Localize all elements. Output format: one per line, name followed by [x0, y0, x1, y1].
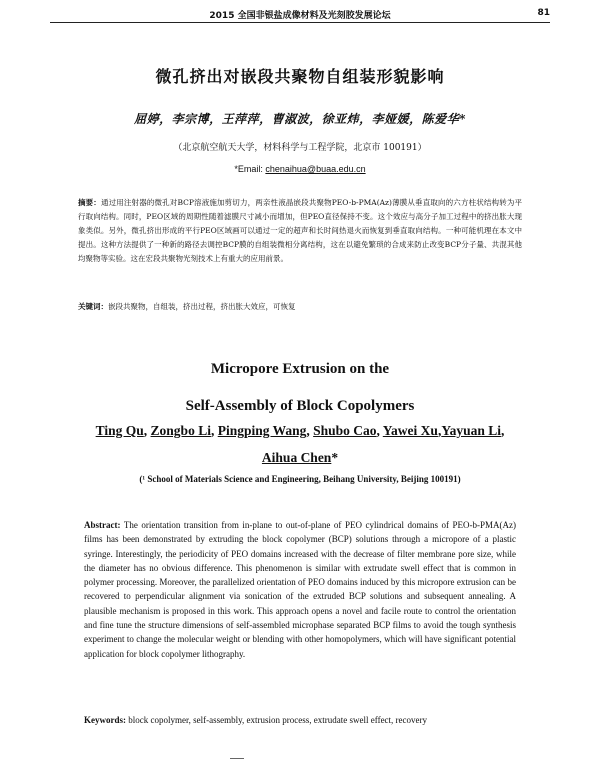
author-name: Pingping Wang [217, 423, 307, 438]
chinese-title: 微孔挤出对嵌段共聚物自组装形貌影响 [155, 67, 445, 86]
corresponding-author-name: Aihua Chen [261, 450, 332, 465]
author-name: Shubo Cao [313, 423, 377, 438]
page-number: 81 [537, 8, 550, 18]
chinese-abstract [78, 196, 522, 266]
author-name: Ting Qu [95, 423, 144, 438]
english-abstract [84, 518, 516, 661]
author-name: Zongbo Li [150, 423, 211, 438]
chinese-authors: 屈婷，李宗博，王萍萍，曹淑波，徐亚炜，李娅媛，陈爱华* [134, 112, 466, 126]
email-label: *Email: [234, 164, 266, 174]
english-authors: Ting Qu, Zongbo Li, Pingping Wang, Shubo Cao, Yawei Xu,Yayuan Li, [95, 423, 505, 438]
contact-email [0, 164, 600, 174]
chinese-abstract-label: 摘要： [78, 198, 101, 207]
english-title-line-2: Self-Assembly of Block Copolymers [185, 398, 415, 414]
chinese-keywords-label: 关键词： [78, 302, 108, 311]
author-name: Yayuan Li [441, 423, 501, 438]
chinese-affiliation: （北京航空航天大学，材料科学与工程学院，北京市 100191） [173, 143, 427, 153]
email-address[interactable]: chenaihua@buaa.edu.cn [265, 164, 366, 174]
header-title: 2015 全国非银盐成像材料及光刻胶发展论坛 [209, 11, 391, 21]
english-keywords [84, 713, 516, 727]
running-header [50, 8, 550, 23]
chinese-keywords [78, 300, 522, 314]
english-title-line-1: Micropore Extrusion on the [210, 361, 390, 377]
english-abstract-label: Abstract: [84, 520, 121, 530]
english-affiliation: (¹ School of Materials Science and Engineering, Beihang University, Beijing 100191) [139, 474, 461, 484]
author-name: Yawei Xu [382, 423, 438, 438]
chinese-abstract-text: 通过用注射器的微孔对BCP溶液施加剪切力，两亲性液晶嵌段共聚物PEO-b-PMA(Az)薄膜从垂直取向的六方柱状结构转为平行取向结构。同时，PEO区域的周期性随着滤膜尺寸减小而增加，但PEO直径保持不变。这个效应与高分子加工过程中的挤出胀大现象类似。另外，微孔挤出形成的平行PEO区域画可以通过一定的超声和长时间热退火而恢复到垂直取向结构。一种可能机理在本文中提出。这种方法提供了一种新的路径去调控BCP膜的自组装微相分离结构，这在以避免繁琐的合成来防止改变BCP分子量、共混其他均聚物等实验。这在宏段共聚物光刻技术上有重大的应用前景。 [78, 198, 522, 263]
english-keywords-text: block copolymer, self-assembly, extrusion process, extrudate swell effect, recovery [128, 715, 428, 725]
english-abstract-text: The orientation transition from in-plane to out-of-plane of PEO cylindrical domains of PEO-b-PMA(Az) films has been demonstrated by extruding the block copolymer (BCP) solutions through a micropore of a plastic syringe. Interestingly, the periodicity of PEO domains increased with the decrease of filter membrane pore size, while the diameter has no obvious difference. This phenomenon is similar with extrudate swell effect that is common in polymer processing. Moreover, the parallelized orientation of PEO domains induced by this micropore extrusion can be recovered to perpendicular alignment via sonication of the extruded BCP solutions and subsequent annealing. A plausible mechanism is proposed in this work. This approach opens a novel and facile route to control the orientation and fine tune the structure dimensions of self-assembled microphase separated BCP films to avoid the tough synthesis experiment to change the molecular weight or blending with other homopolymers, which will have significant potential application for block copolymer lithography. [84, 520, 516, 659]
footer-mark [230, 754, 244, 759]
english-authors-line-2: Aihua Chen* [261, 450, 339, 465]
chinese-keywords-text: 嵌段共聚物，自组装，挤出过程，挤出胀大效应，可恢复 [108, 302, 296, 311]
english-keywords-label: Keywords: [84, 715, 126, 725]
